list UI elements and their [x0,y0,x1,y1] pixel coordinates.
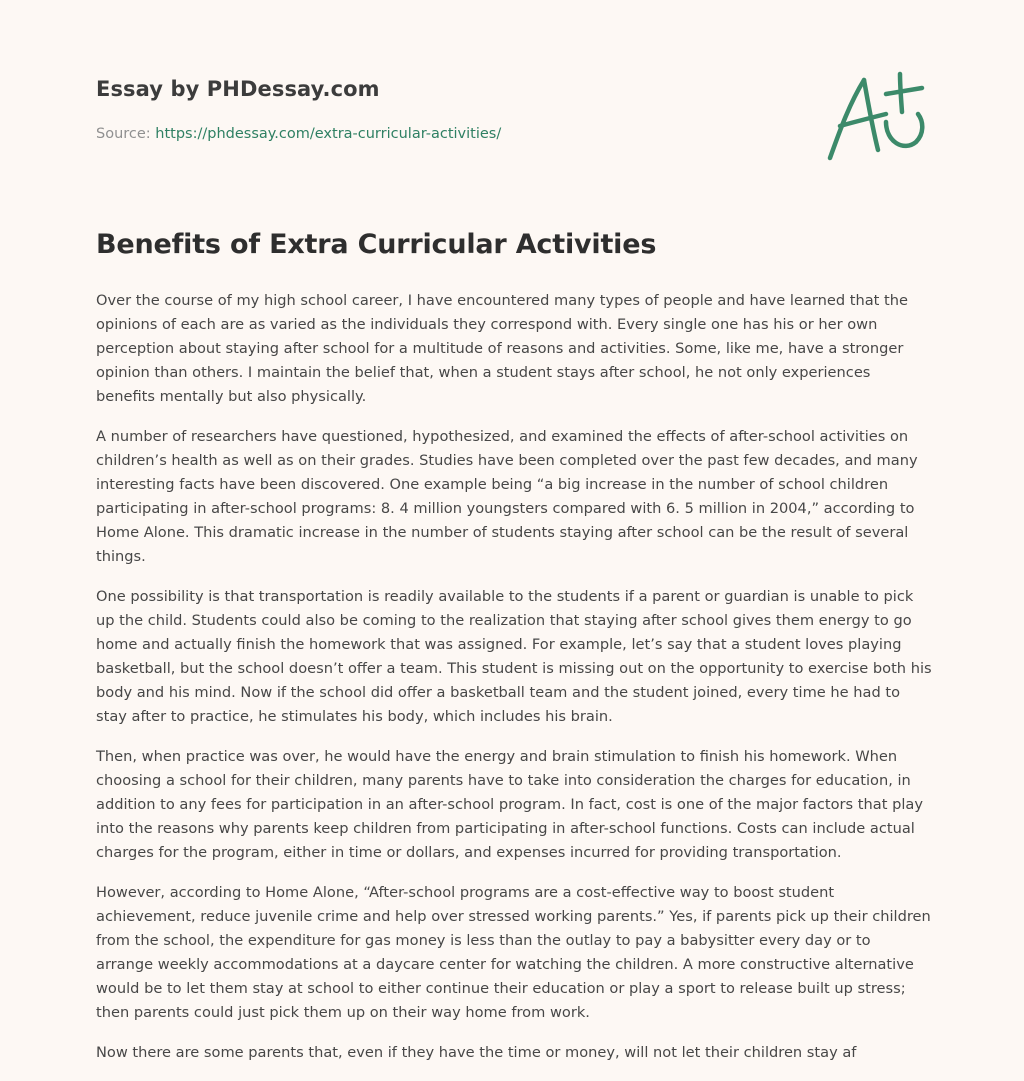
source-label: Source: [96,126,156,142]
essay-paragraph: One possibility is that transportation is readily available to the students if a parent or guardian is unable to pick up the child. Students could also be coming to the realization that staying after school gives them energy to go home and actually finish the homework that was assigned. For example, let’s say that a student loves playing basketball, but the school doesn’t offer a team. This student is missing out on the opportunity to exercise both his body and his mind. Now if the school did offer a basketball team and the student joined, every time he had to stay after to practice, he stimulates his body, which includes his brain. [96,588,932,725]
essay-paragraph: A number of researchers have questioned, hypothesized, and examined the effects of after-school activities on children’s health as well as on their grades. Studies have been completed over the past few decades, and many interesting facts have been discovered. One example being “a big increase in the number of school children participating in after-school programs: 8. 4 million youngsters compared with 6. 5 million in 2004,” according to Home Alone. This dramatic increase in the number of students staying after school can be the result of several things. [96,428,918,565]
site-brand: Essay by PHDessay.com [96,77,380,101]
essay-header [96,74,928,144]
essay-title: Benefits of Extra Curricular Activities [96,229,657,260]
source-link[interactable]: https://phdessay.com/extra-curricular-activities/ [155,126,502,142]
essay-paragraph: Then, when practice was over, he would have the energy and brain stimulation to finish his homework. When choosing a school for their children, many parents have to take into consideration the charges for education, in addition to any fees for participation in an after-school program. In fact, cost is one of the major factors that play into the reasons why parents keep children from participating in after-school functions. Costs can include actual charges for the program, either in time or dollars, and expenses incurred for providing transportation. [96,748,923,861]
essay-paragraph: However, according to Home Alone, “After-school programs are a cost-effective way to boost student achievement, reduce juvenile crime and help over stressed working parents.” Yes, if parents pick up their children from the school, the expenditure for gas money is less than the outlay to pay a babysitter every day or to arrange weekly accommodations at a daycare center for watching the children. A more constructive alternative would be to let them stay at school to either continue their education or play a sport to release built up stress; then parents could just pick them up on their way home from work. [96,884,931,1021]
source-line [96,124,928,144]
a-plus-logo-icon [820,66,930,166]
essay-content [96,223,932,1081]
essay-paragraph: Over the course of my high school career, I have encountered many types of people and have learned that the opinions of each are as varied as the individuals they correspond with. Every single one has his or her own perception about staying after school for a multitude of reasons and activities. Some, like me, have a stronger opinion than others. I maintain the belief that, when a student stays after school, he not only experiences benefits mentally but also physically. [96,292,908,405]
essay-paragraph: Now there are some parents that, even if they have the time or money, will not let their children stay af [96,1044,857,1061]
